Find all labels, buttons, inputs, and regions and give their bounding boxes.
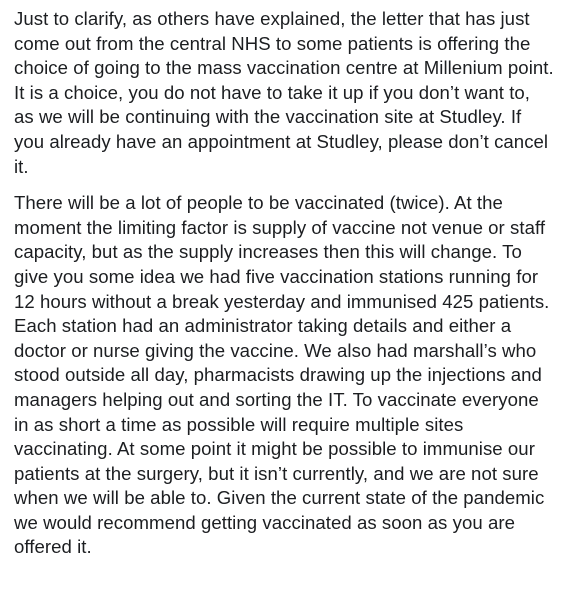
post-paragraph-1: Just to clarify, as others have explained, the letter that has just come out from the central NHS to some patients is offering the choice of going to the mass vaccination centre at Millenium point. It is a choice, you do not have to take it up if you don’t want to, as we will be continuing with the vaccination site at Studley. If you already have an appointment at Studley, please don’t cancel it. [14, 8, 554, 177]
post-paragraph-2: There will be a lot of people to be vaccinated (twice). At the moment the limiting factor is supply of vaccine not venue or staff capacity, but as the supply increases then this will change. To give you some idea we had five vaccination stations running for 12 hours without a break yesterday and immunised 425 patients. Each station had an administrator taking details and either a doctor or nurse giving the vaccine. We also had marshall’s who stood outside all day, pharmacists drawing up the injections and managers helping out and sorting the IT. To vaccinate everyone in as short a time as possible will require multiple sites vaccinating. At some point it might be possible to immunise our patients at the surgery, but it isn’t currently, and we are not sure when we will be able to. Given the current state of the pandemic we would recommend getting vaccinated as soon as you are offered it. [14, 192, 550, 558]
